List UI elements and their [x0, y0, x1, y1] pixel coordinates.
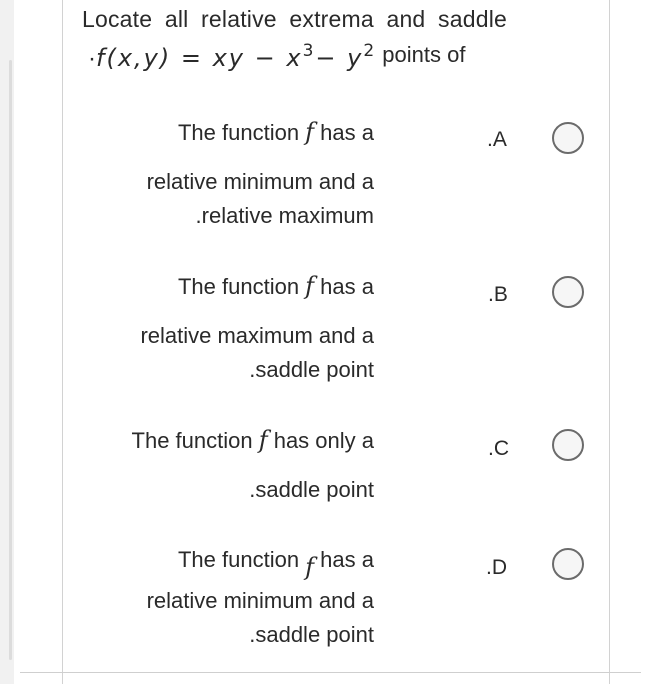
- option-c-radio[interactable]: [552, 429, 584, 461]
- option-c-line-2: .saddle point: [249, 477, 374, 502]
- exponent-3: 3: [302, 41, 316, 61]
- option-a-pre: The function: [177, 120, 306, 145]
- scrollbar-track[interactable]: [9, 60, 12, 660]
- exponent-2: 2: [363, 41, 377, 61]
- option-d-line-3: .saddle point: [249, 622, 374, 647]
- function-expression-tail: − y: [315, 44, 364, 72]
- option-a-line-3: .relative maximum: [195, 203, 374, 228]
- option-b-line-2: relative maximum and a: [140, 323, 374, 348]
- option-c-post: has only a: [267, 428, 374, 453]
- option-b-line-1: [178, 272, 374, 300]
- option-d-post: has a: [314, 547, 374, 572]
- option-a-post: has a: [314, 120, 374, 145]
- option-a-f: f: [305, 118, 315, 146]
- option-b-pre: The function: [177, 274, 306, 299]
- question-text-line-1: Locate all relative extrema and saddle: [82, 6, 507, 32]
- option-d-line-1: [177, 545, 374, 581]
- option-a-letter: .A: [487, 128, 507, 151]
- function-expression: f(x,y) = xy − x: [96, 44, 303, 72]
- option-c-line-1: [132, 426, 374, 454]
- option-d-radio[interactable]: [552, 548, 584, 580]
- option-a-line-1: [178, 118, 374, 146]
- option-d-pre: The function: [177, 547, 306, 572]
- option-b-post: has a: [314, 274, 374, 299]
- option-b-line-3: .saddle point: [249, 357, 374, 382]
- bottom-divider: [20, 672, 641, 673]
- option-d-letter: .D: [486, 556, 507, 579]
- question-text-line-2: [88, 41, 466, 73]
- option-b-radio[interactable]: [552, 276, 584, 308]
- question-bullet: ·: [88, 45, 96, 72]
- option-d-f: f: [305, 553, 315, 581]
- option-d-line-2: relative minimum and a: [146, 588, 374, 613]
- option-b-f: f: [305, 272, 315, 300]
- option-c-f: f: [258, 426, 268, 454]
- option-a-radio[interactable]: [552, 122, 584, 154]
- option-c-pre: The function: [131, 428, 259, 453]
- option-b-letter: .B: [488, 283, 508, 306]
- question-text-tail: points of: [376, 42, 466, 67]
- option-a-line-2: relative minimum and a: [146, 169, 374, 194]
- option-c-letter: .C: [488, 437, 509, 460]
